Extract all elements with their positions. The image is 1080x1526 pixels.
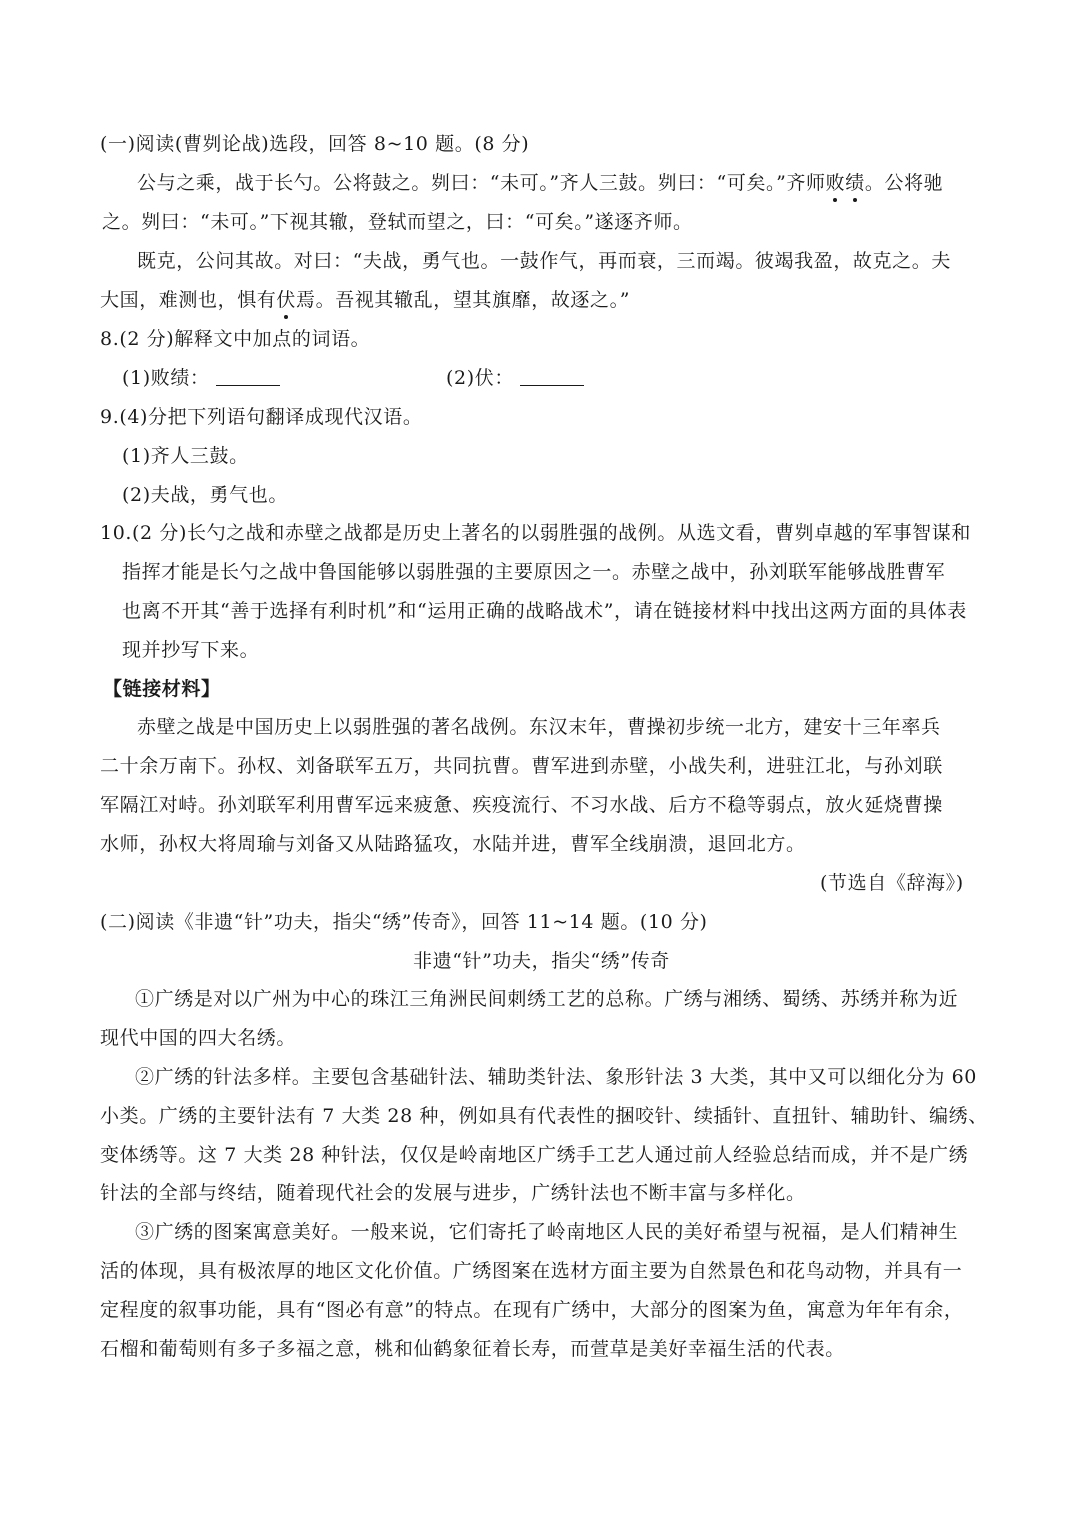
question-10-line1: 10.(2 分)长勺之战和赤壁之战都是历史上著名的以弱胜强的战例。从选文看，曹刿卓越的军事智谋和 <box>100 522 971 544</box>
question-10-line4: 现并抄写下来。 <box>122 639 260 661</box>
passage1-para2-line2 <box>100 286 630 314</box>
dotted-word-char: 伏 <box>276 286 296 314</box>
dotted-word-char: 败 <box>826 169 846 197</box>
question-8-item2 <box>446 364 584 392</box>
passage-text: 大国，难测也，惧有 <box>100 289 277 311</box>
passage-text: 。公将驰 <box>864 172 944 194</box>
passage1-para1-line1 <box>137 169 943 197</box>
article-para1-line1: ①广绣是对以广州为中心的珠江三角洲民间刺绣工艺的总称。广绣与湘绣、蜀绣、苏绣并称为近 <box>135 988 959 1010</box>
answer-blank[interactable] <box>216 367 280 386</box>
article-title: 非遗“针”功夫，指尖“绣”传奇 <box>413 950 670 972</box>
article-para3-line4: 石榴和葡萄则有多子多福之意，桃和仙鹤象征着长寿，而萱草是美好幸福生活的代表。 <box>100 1338 845 1360</box>
link-material-line4: 水师，孙权大将周瑜与刘备又从陆路猛攻，水陆并进，曹军全线崩溃，退回北方。 <box>100 833 806 855</box>
article-para2-line3: 变体绣等。这 7 大类 28 种针法，仅仅是岭南地区广绣手工艺人通过前人经验总结而成，并不是广绣 <box>100 1144 969 1166</box>
section1-heading: (一)阅读(曹刿论战)选段，回答 8~10 题。(8 分) <box>100 133 530 155</box>
passage-text: 公与之乘，战于长勺。公将鼓之。刿曰：“未可。”齐人三鼓。刿曰：“可矣。”齐师 <box>137 172 826 194</box>
link-material-line3: 军隔江对峙。孙刘联军利用曹军远来疲惫、疾疫流行、不习水战、后方不稳等弱点，放火延烧曹操 <box>100 794 943 816</box>
question-10-line3: 也离不开其“善于选择有利时机”和“运用正确的战略战术”，请在链接材料中找出这两方面的具体表 <box>122 600 967 622</box>
article-para2-line4: 针法的全部与终结，随着现代社会的发展与进步，广绣针法也不断丰富与多样化。 <box>100 1182 806 1204</box>
question-8-item1 <box>122 364 280 392</box>
link-material-title: 【链接材料】 <box>103 678 221 700</box>
article-para3-line1: ③广绣的图案寓意美好。一般来说，它们寄托了岭南地区人民的美好希望与祝福，是人们精神生 <box>135 1221 959 1243</box>
section2-heading: (二)阅读《非遗“针”功夫，指尖“绣”传奇》，回答 11~14 题。(10 分) <box>100 911 708 933</box>
dotted-word-char: 绩 <box>845 169 865 197</box>
article-para3-line3: 定程度的叙事功能，具有“图必有意”的特点。在现有广绣中，大部分的图案为鱼，寓意为年年有余， <box>100 1299 964 1321</box>
link-material-line2: 二十余万南下。孙权、刘备联军五万，共同抗曹。曹军进到赤壁，小战失利，进驻江北，与孙刘联 <box>100 755 943 777</box>
question-8-item1-label: (1)败绩： <box>122 367 210 389</box>
question-9-item2: (2)夫战，勇气也。 <box>122 484 288 506</box>
link-material-line1: 赤壁之战是中国历史上以弱胜强的著名战例。东汉末年，曹操初步统一北方，建安十三年率兵 <box>137 716 941 738</box>
question-8: 8.(2 分)解释文中加点的词语。 <box>100 328 371 350</box>
question-10-line2: 指挥才能是长勺之战中鲁国能够以弱胜强的主要原因之一。赤壁之战中，孙刘联军能够战胜曹军 <box>122 561 946 583</box>
article-para1-line2: 现代中国的四大名绣。 <box>100 1027 297 1049</box>
article-para2-line1: ②广绣的针法多样。主要包含基础针法、辅助类针法、象形针法 3 大类，其中又可以细化分为 60 <box>135 1066 977 1088</box>
passage1-para1-line2: 之。刿曰：“未可。”下视其辙，登轼而望之，曰：“可矣。”遂逐齐师。 <box>102 211 693 233</box>
answer-blank[interactable] <box>520 367 584 386</box>
question-9: 9.(4)分把下列语句翻译成现代汉语。 <box>100 406 423 428</box>
question-8-item2-label: (2)伏： <box>446 367 514 389</box>
article-para3-line2: 活的体现，具有极浓厚的地区文化价值。广绣图案在选材方面主要为自然景色和花鸟动物，并具有一 <box>100 1260 963 1282</box>
link-material-source: (节选自《辞海》) <box>820 872 964 894</box>
passage1-para2-line1: 既克，公问其故。对曰：“夫战，勇气也。一鼓作气，再而衰，三而竭。彼竭我盈，故克之。夫 <box>137 250 951 272</box>
article-para2-line2: 小类。广绣的主要针法有 7 大类 28 种，例如具有代表性的捆咬针、续插针、直扭针、辅助针、编绣、 <box>100 1105 988 1127</box>
question-9-item1: (1)齐人三鼓。 <box>122 445 249 467</box>
passage-text: 焉。吾视其辙乱，望其旗靡，故逐之。” <box>296 289 631 311</box>
